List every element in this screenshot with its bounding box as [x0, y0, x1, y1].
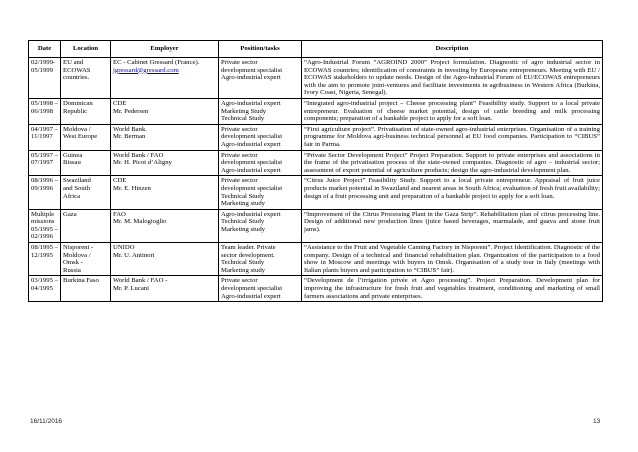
- cell-description: “Development de l’irrigation privée et Agro processing”. Project Preparation. Development plan for improving the infrastructure for fresh fruit and vegetables treatment, conditioning and marketing of small farmers associations and private enterprises.: [302, 276, 603, 302]
- cell-date: [29, 176, 61, 209]
- cell-location: [61, 98, 111, 124]
- employer-email-link[interactable]: jgressard@gressard.com: [113, 66, 179, 74]
- header-description: Description: [302, 41, 603, 58]
- cell-position: [219, 276, 302, 302]
- date-line: missions: [31, 218, 55, 226]
- position-line: Technical Study: [221, 218, 265, 226]
- location-line: Dominican: [63, 99, 93, 107]
- employer-line: World Bank.: [113, 125, 148, 133]
- date-line: 02/1999-: [31, 59, 56, 66]
- location-line: Africa: [63, 192, 81, 200]
- position-line: Private sector: [221, 151, 258, 159]
- location-line: Bissau: [63, 159, 81, 167]
- location-line: Swaziland: [63, 177, 91, 185]
- employer-line: EC - Cabinet Gressard (France).: [113, 59, 200, 66]
- date-line: 04/1995: [31, 285, 53, 293]
- header-position: Position/tasks: [219, 41, 302, 58]
- date-line: 11/1997: [31, 133, 53, 141]
- location-line: ECOWAS: [63, 66, 91, 74]
- date-line: 05/1999: [31, 66, 53, 74]
- position-line: Team leader. Private: [221, 244, 276, 252]
- date-line: 05/1998 –: [31, 99, 58, 107]
- page-number: 13: [593, 418, 601, 425]
- employer-line: FAO: [113, 210, 126, 218]
- position-line: Agro-industrial expert: [221, 292, 281, 300]
- cell-position: [219, 58, 302, 99]
- cell-date: [29, 209, 61, 242]
- position-line: sector development.: [221, 251, 275, 259]
- position-line: Technical Study: [221, 259, 265, 267]
- cell-date: [29, 58, 61, 99]
- cell-description: “Assistance to the Fruit and Vegetable Canning Factory in Nisporeni”. Project Identification. Diagnostic of the company. Design of a technical and financial rehabilitation plan. Organization of the participation to a food show in Moscow and meetings with buyers in Omsk. Organisation of a study tour in Italy (meetings with Italian plants buyers and participation to “CIBUS” fair).: [302, 243, 603, 276]
- position-line: Marketing study: [221, 200, 266, 208]
- position-line: development specialist: [221, 184, 283, 192]
- location-line: Gaza: [63, 210, 77, 218]
- date-line: 07/1997: [31, 159, 53, 167]
- date-line: 02/1996: [31, 233, 53, 241]
- table-row: [29, 124, 603, 150]
- cell-employer: [111, 98, 219, 124]
- date-line: 08/1995 –: [31, 244, 58, 252]
- cell-position: [219, 243, 302, 276]
- position-line: Private sector: [221, 177, 258, 185]
- position-line: Agro-industrial expert: [221, 210, 281, 218]
- position-line: development specialist: [221, 285, 283, 293]
- header-employer: Employer: [111, 41, 219, 58]
- cell-employer: [111, 150, 219, 176]
- date-line: 08/1996 –: [31, 177, 58, 185]
- cell-position: [219, 150, 302, 176]
- employer-line: World Bank / FAO: [113, 151, 164, 159]
- cell-description: “Citrus Juice Project” Feasibility Study. Support to a local private entrepreneur. Appraisal of fruit juice products market potential in Swaziland and nearest areas in South Africa; evaluation of fresh fruit availability; design of a fruit processing unit and preparation of a bankable project to apply for a soft loan.: [302, 176, 603, 209]
- cell-description: “Improvement of the Citrus Processing Plant in the Gaza Strip”. Rehabilitation plan of citrus processing line. Design of additional new production lines (juice based beverages, marmalade, and guava and stone fruit jams).: [302, 209, 603, 242]
- location-line: Republic: [63, 107, 88, 115]
- employer-line: Mr. U. Antinori: [113, 251, 155, 259]
- position-line: Agro-industrial expert: [221, 74, 281, 82]
- cell-location: [61, 124, 111, 150]
- cell-employer: [111, 243, 219, 276]
- employer-line: CDE: [113, 177, 127, 185]
- table-row: [29, 176, 603, 209]
- location-line: Moldova /: [63, 251, 91, 259]
- location-line: Moldova /: [63, 125, 91, 133]
- table-row: [29, 209, 603, 242]
- date-line: 06/1998: [31, 107, 53, 115]
- employer-line: Mr. H. Picot d’Aligny: [113, 159, 172, 167]
- position-line: development specialist: [221, 66, 283, 74]
- position-line: Private sector: [221, 277, 258, 285]
- cell-location: [61, 58, 111, 99]
- position-line: Marketing Study: [221, 107, 267, 115]
- employer-line: CDE: [113, 99, 127, 107]
- cell-description: “First agriculture project”. Privatisation of state-owned agro-industrial enterprises. Organisation of a training programme for Moldova agri-business technical personnel at EU food companies. Participation to “CIBUS” fair in Parma.: [302, 124, 603, 150]
- cell-date: [29, 98, 61, 124]
- employer-line: Mr. M. Malogioglio: [113, 218, 167, 226]
- date-line: 12/1995: [31, 251, 53, 259]
- employer-line: World Bank / FAO -: [113, 277, 168, 285]
- cell-location: [61, 150, 111, 176]
- cell-description: “Agro-Industrial Forum “AGROIND 2000” Project formulation. Diagnostic of agro industrial sector in ECOWAS countries; identification of constraints in investing by Europeans entrepreneurs. Meeting with EU / ECOWAS stakeholders to update needs. Design of the Agro-industrial Forum of EU/ECOWAS entrepreneurs with the aim to promote joint-ventures and facilitate investments in agribusiness in Western Africa (Burkina, Ivory Coast, Nigeria, Senegal).: [302, 58, 603, 99]
- cell-date: [29, 243, 61, 276]
- cell-position: [219, 176, 302, 209]
- cell-employer: [111, 176, 219, 209]
- cell-employer: [111, 124, 219, 150]
- date-line: 05/1995 –: [31, 225, 58, 233]
- cell-date: [29, 124, 61, 150]
- footer-date: 16/11/2016: [30, 418, 63, 425]
- position-line: development specialist: [221, 159, 283, 167]
- date-line: Multiple: [31, 210, 55, 218]
- employer-line: Mr. E. Hinzen: [113, 184, 151, 192]
- employer-line: Mr. P. Lucani: [113, 285, 150, 293]
- location-line: Nisporeni -: [63, 244, 94, 252]
- position-line: Marketing study: [221, 266, 266, 274]
- location-line: EU and: [63, 59, 84, 66]
- date-line: 03/1995 –: [31, 277, 58, 285]
- cell-position: [219, 124, 302, 150]
- cell-employer: [111, 58, 219, 99]
- cv-experience-sheet: [28, 40, 602, 302]
- cell-employer: [111, 209, 219, 242]
- date-line: 04/1997 –: [31, 125, 58, 133]
- cell-employer: [111, 276, 219, 302]
- employer-line: Mr. Berman: [113, 133, 146, 141]
- table-row: [29, 243, 603, 276]
- table-row: [29, 276, 603, 302]
- position-line: development specialist: [221, 133, 283, 141]
- location-line: and South: [63, 184, 90, 192]
- cell-position: [219, 98, 302, 124]
- position-line: Technical Study: [221, 192, 265, 200]
- position-line: Agro-industrial expert: [221, 99, 281, 107]
- cell-location: [61, 276, 111, 302]
- cell-position: [219, 209, 302, 242]
- location-line: Omsk -: [63, 259, 83, 267]
- cell-location: [61, 243, 111, 276]
- location-line: West Europe: [63, 133, 98, 141]
- experience-table: [28, 40, 603, 302]
- employer-line: Mr. Pedersen: [113, 107, 149, 115]
- table-row: [29, 98, 603, 124]
- location-line: Burkina Faso: [63, 277, 99, 285]
- location-line: Russia: [63, 266, 81, 274]
- cell-location: [61, 176, 111, 209]
- position-line: Private sector: [221, 59, 258, 66]
- position-line: Technical Study: [221, 115, 265, 123]
- header-date: Date: [29, 41, 61, 58]
- table-row: [29, 150, 603, 176]
- cell-date: [29, 150, 61, 176]
- table-header-row: [29, 41, 603, 58]
- position-line: Private sector: [221, 125, 258, 133]
- date-line: 05/1997 –: [31, 151, 58, 159]
- position-line: Agro-industrial expert: [221, 140, 281, 148]
- cell-description: “Integrated agro-industrial project – Cheese processing plant” Feasibility study. Support to a local private entrepreneur. Evaluation of cheese market potential, design of cattle breeding and milk processing components; preparation of a bankable project to apply for a soft loan.: [302, 98, 603, 124]
- position-line: Marketing study: [221, 225, 266, 233]
- cell-date: [29, 276, 61, 302]
- cell-location: [61, 209, 111, 242]
- location-line: countries.: [63, 74, 90, 82]
- header-location: Location: [61, 41, 111, 58]
- date-line: 09/1996: [31, 184, 53, 192]
- employer-line: UNIDO: [113, 244, 135, 252]
- location-line: Guinea: [63, 151, 83, 159]
- cell-description: “Private Sector Development Project” Project Preparation. Support to private enterprises and associations in the frame of the privatisation process of the state-owned companies. Diagnostic of agro – industrial sector; assessment of export potential of agriculture products; design the agro-industrial development plan.: [302, 150, 603, 176]
- table-row: [29, 58, 603, 99]
- position-line: Agro-industrial expert: [221, 166, 281, 174]
